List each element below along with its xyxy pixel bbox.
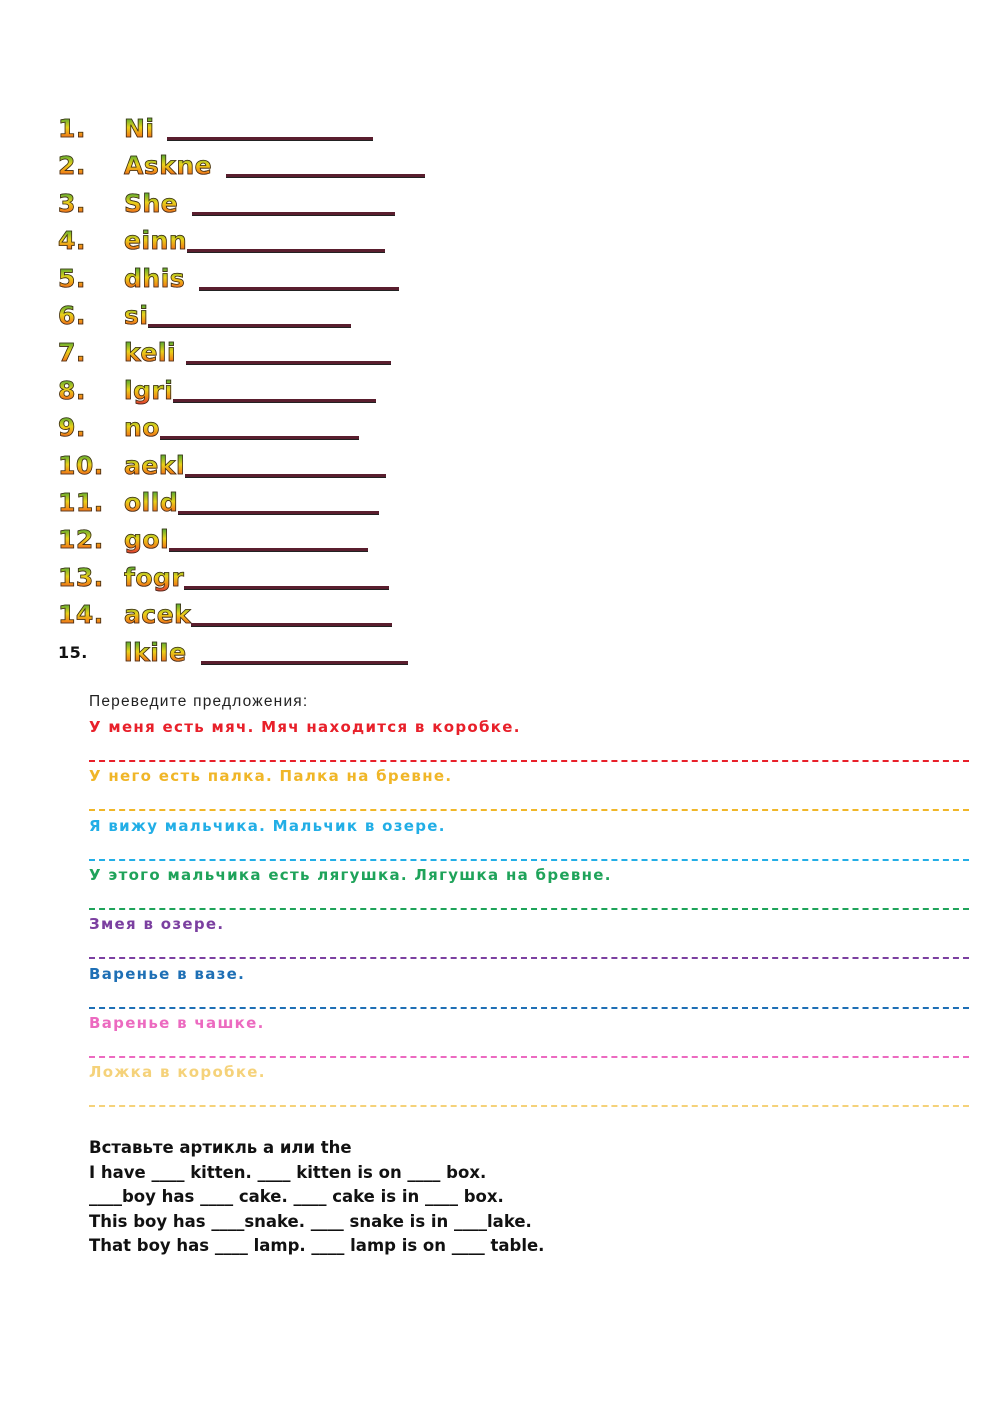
- scrambled-word: dhis: [124, 263, 186, 293]
- sentence-to-translate: Варенье в вазе.: [89, 964, 246, 983]
- articles-line: I have ____ kitten. ____ kitten is on ____ box.: [89, 1162, 487, 1182]
- scrambled-word: einn: [124, 226, 188, 256]
- answer-blank[interactable]: [186, 361, 391, 364]
- item-number: 3.: [58, 189, 124, 219]
- sentence-to-translate: Варенье в чашке.: [89, 1013, 265, 1032]
- answer-blank[interactable]: [173, 399, 376, 402]
- answer-blank[interactable]: [192, 212, 395, 215]
- sentence-to-translate: Я вижу мальчика. Мальчик в озере.: [89, 816, 446, 835]
- word-list-item: [58, 110, 373, 144]
- item-number: 10.: [58, 451, 124, 481]
- answer-dashed-line[interactable]: [89, 1007, 969, 1009]
- scrambled-word: lkiIe: [124, 637, 187, 667]
- scrambled-word: gol: [124, 525, 170, 555]
- answer-blank[interactable]: [201, 661, 408, 664]
- sentence-to-translate: У него есть палка. Палка на бревне.: [89, 767, 453, 786]
- item-number: 7.: [58, 338, 124, 368]
- item-number: 6.: [58, 301, 124, 331]
- answer-blank[interactable]: [199, 287, 399, 290]
- word-list-item: [58, 521, 368, 555]
- word-list-item: [58, 409, 359, 443]
- word-list-item: [58, 222, 385, 256]
- word-list-item: [58, 634, 408, 668]
- word-list-item: [58, 484, 379, 518]
- word-list-item: [58, 559, 389, 593]
- scrambled-word: no: [124, 413, 160, 443]
- word-list-item: [58, 372, 376, 406]
- item-number: 1.: [58, 114, 124, 144]
- answer-dashed-line[interactable]: [89, 1105, 969, 1107]
- answer-dashed-line[interactable]: [89, 760, 969, 762]
- sentence-to-translate: Змея в озере.: [89, 915, 225, 934]
- item-number: 11.: [58, 488, 124, 518]
- word-list-item: [58, 447, 386, 481]
- answer-blank[interactable]: [169, 548, 368, 551]
- articles-line: ____boy has ____ cake. ____ cake is in ____ box.: [89, 1187, 504, 1207]
- item-number: 15.: [58, 642, 88, 662]
- answer-dashed-line[interactable]: [89, 957, 969, 959]
- answer-blank[interactable]: [167, 137, 374, 140]
- scrambled-word: si: [124, 301, 149, 330]
- item-number: 13.: [58, 563, 124, 593]
- answer-dashed-line[interactable]: [89, 859, 969, 861]
- answer-dashed-line[interactable]: [89, 908, 969, 910]
- sentence-to-translate: У меня есть мяч. Мяч находится в коробке.: [89, 718, 521, 736]
- scrambled-word: olld: [124, 488, 179, 517]
- scrambled-word: lgri: [124, 375, 174, 405]
- sentence-to-translate: Ложка в коробке.: [89, 1063, 266, 1082]
- answer-dashed-line[interactable]: [89, 1056, 969, 1058]
- answer-blank[interactable]: [160, 436, 359, 439]
- scrambled-word: Askne: [124, 151, 213, 181]
- scrambled-word: aekl: [124, 450, 186, 480]
- word-list-item: [58, 147, 425, 181]
- answer-blank[interactable]: [178, 511, 379, 514]
- answer-blank[interactable]: [187, 249, 385, 252]
- answer-blank[interactable]: [184, 586, 389, 589]
- item-number: 5.: [58, 264, 124, 294]
- answer-blank[interactable]: [226, 174, 425, 177]
- item-number: 4.: [58, 226, 124, 256]
- scrambled-word: Ni: [124, 114, 155, 143]
- articles-line: This boy has ____snake. ____ snake is in ____lake.: [89, 1211, 532, 1231]
- item-number: 8.: [58, 376, 124, 406]
- item-number: 14.: [58, 600, 124, 630]
- item-number: 9.: [58, 413, 124, 443]
- scrambled-word: keli: [124, 338, 177, 368]
- articles-title: Вставьте артикль a или the: [89, 1138, 352, 1157]
- item-number: 2.: [58, 151, 124, 181]
- word-list-item: [58, 596, 392, 630]
- word-list-item: [58, 297, 351, 331]
- scrambled-word: She: [124, 188, 179, 218]
- articles-line: That boy has ____ lamp. ____ lamp is on ____ table.: [89, 1236, 545, 1256]
- answer-blank[interactable]: [191, 623, 392, 626]
- answer-blank[interactable]: [185, 474, 386, 477]
- translate-instruction: Переведите предложения:: [89, 693, 309, 710]
- answer-dashed-line[interactable]: [89, 809, 969, 811]
- scrambled-word: acek: [124, 600, 192, 630]
- word-list-item: [58, 334, 391, 368]
- word-list-item: [58, 185, 395, 219]
- scrambled-word: fogr: [124, 562, 185, 592]
- word-list-item: [58, 260, 399, 294]
- sentence-to-translate: У этого мальчика есть лягушка. Лягушка на бревне.: [89, 865, 612, 884]
- answer-blank[interactable]: [148, 324, 351, 327]
- item-number: 12.: [58, 525, 124, 555]
- articles-exercise: [89, 1136, 544, 1259]
